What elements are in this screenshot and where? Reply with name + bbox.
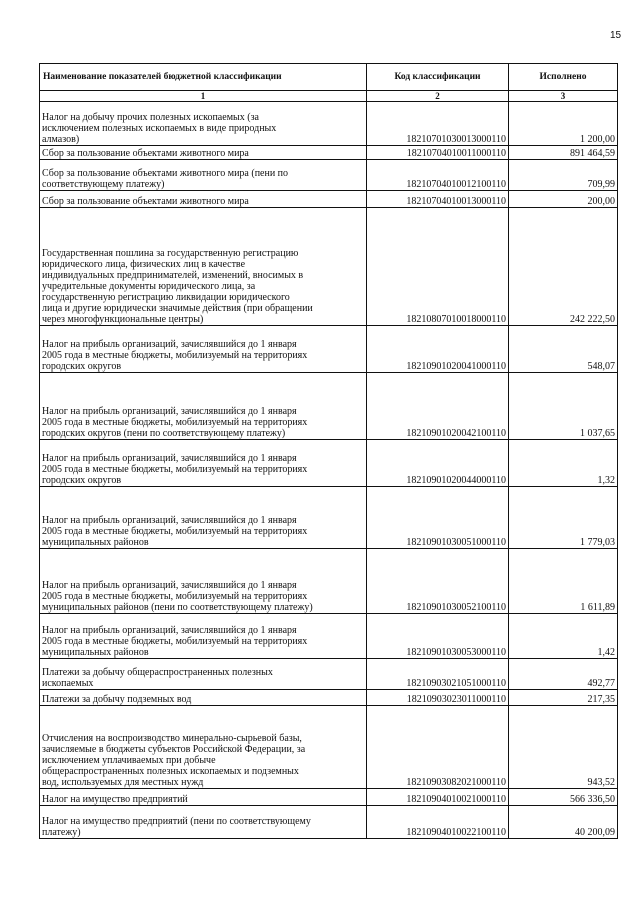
table-row [40, 208, 618, 326]
classification-code-cell: 18210901030053000110 [367, 614, 509, 659]
column-number-row [40, 91, 618, 102]
column-number: 2 [367, 91, 509, 102]
classification-code-cell: 18210807010018000110 [367, 208, 509, 326]
executed-amount-cell: 1,42 [509, 614, 618, 659]
table-row [40, 326, 618, 373]
table-row [40, 706, 618, 789]
executed-amount-cell: 1 200,00 [509, 102, 618, 146]
indicator-name-cell: Налог на прибыль организаций, зачислявшийся до 1 января 2005 года в местные бюджеты, мобилизуемый на территориях муниципальных районов (пени по соответствующему платежу) [40, 549, 367, 614]
classification-code-cell: 18210901030051000110 [367, 487, 509, 549]
indicator-name-cell: Отчисления на воспроизводство минерально-сырьевой базы, зачисляемые в бюджеты субъектов Российской Федерации, за исключением уплачиваемых при добыче общераспространенных полезных ископаемых и подземных вод, используемых для местных нужд [40, 706, 367, 789]
indicator-name-cell: Сбор за пользование объектами животного мира [40, 146, 367, 160]
table-row [40, 614, 618, 659]
executed-amount-cell: 566 336,50 [509, 789, 618, 806]
executed-amount-cell: 217,35 [509, 690, 618, 706]
indicator-name-cell: Государственная пошлина за государственную регистрацию юридического лица, физических лиц в качестве индивидуальных предпринимателей, изменений, вносимых в учредительные документы юридического лица, за государственную регистрацию ликвидации юридического лица и другие юридически значимые действия (при обращении через многофункциональные центры) [40, 208, 367, 326]
budget-execution-table [39, 63, 618, 839]
executed-amount-cell: 200,00 [509, 191, 618, 208]
table-row [40, 160, 618, 191]
executed-amount-cell: 1,32 [509, 440, 618, 487]
executed-amount-cell: 242 222,50 [509, 208, 618, 326]
table-row [40, 191, 618, 208]
executed-amount-cell: 891 464,59 [509, 146, 618, 160]
table-row [40, 789, 618, 806]
header-executed: Исполнено [509, 64, 618, 91]
indicator-name-cell: Налог на прибыль организаций, зачислявшийся до 1 января 2005 года в местные бюджеты, мобилизуемый на территориях городских округов [40, 326, 367, 373]
header-classification-code: Код классификации [367, 64, 509, 91]
table-row [40, 549, 618, 614]
indicator-name-cell: Платежи за добычу подземных вод [40, 690, 367, 706]
classification-code-cell: 18210901020041000110 [367, 326, 509, 373]
column-number: 3 [509, 91, 618, 102]
classification-code-cell: 18210903023011000110 [367, 690, 509, 706]
indicator-name-cell: Сбор за пользование объектами животного мира (пени по соответствующему платежу) [40, 160, 367, 191]
classification-code-cell: 18210704010012100110 [367, 160, 509, 191]
classification-code-cell: 18210901030052100110 [367, 549, 509, 614]
table-row [40, 102, 618, 146]
table-row [40, 487, 618, 549]
classification-code-cell: 18210903021051000110 [367, 659, 509, 690]
executed-amount-cell: 40 200,09 [509, 806, 618, 839]
executed-amount-cell: 709,99 [509, 160, 618, 191]
classification-code-cell: 18210701030013000110 [367, 102, 509, 146]
executed-amount-cell: 1 037,65 [509, 373, 618, 440]
header-indicator-name: Наименование показателей бюджетной классификации [40, 64, 367, 91]
classification-code-cell: 18210903082021000110 [367, 706, 509, 789]
table-row [40, 440, 618, 487]
classification-code-cell: 18210904010022100110 [367, 806, 509, 839]
executed-amount-cell: 492,77 [509, 659, 618, 690]
table-row [40, 806, 618, 839]
executed-amount-cell: 1 611,89 [509, 549, 618, 614]
classification-code-cell: 18210704010013000110 [367, 191, 509, 208]
indicator-name-cell: Сбор за пользование объектами животного мира [40, 191, 367, 208]
indicator-name-cell: Налог на прибыль организаций, зачислявшийся до 1 января 2005 года в местные бюджеты, мобилизуемый на территориях муниципальных районов [40, 487, 367, 549]
indicator-name-cell: Налог на добычу прочих полезных ископаемых (за исключением полезных ископаемых в виде природных алмазов) [40, 102, 367, 146]
classification-code-cell: 18210901020042100110 [367, 373, 509, 440]
table-row [40, 146, 618, 160]
classification-code-cell: 18210904010021000110 [367, 789, 509, 806]
indicator-name-cell: Налог на прибыль организаций, зачислявшийся до 1 января 2005 года в местные бюджеты, мобилизуемый на территориях городских округов (пени по соответствующему платежу) [40, 373, 367, 440]
table-header-row [40, 64, 618, 91]
executed-amount-cell: 1 779,03 [509, 487, 618, 549]
page-number: 15 [610, 30, 622, 41]
table-row [40, 659, 618, 690]
indicator-name-cell: Налог на имущество предприятий (пени по соответствующему платежу) [40, 806, 367, 839]
table-row [40, 690, 618, 706]
column-number: 1 [40, 91, 367, 102]
executed-amount-cell: 548,07 [509, 326, 618, 373]
indicator-name-cell: Налог на имущество предприятий [40, 789, 367, 806]
executed-amount-cell: 943,52 [509, 706, 618, 789]
indicator-name-cell: Платежи за добычу общераспространенных полезных ископаемых [40, 659, 367, 690]
indicator-name-cell: Налог на прибыль организаций, зачислявшийся до 1 января 2005 года в местные бюджеты, мобилизуемый на территориях муниципальных районов [40, 614, 367, 659]
classification-code-cell: 18210704010011000110 [367, 146, 509, 160]
indicator-name-cell: Налог на прибыль организаций, зачислявшийся до 1 января 2005 года в местные бюджеты, мобилизуемый на территориях городских округов [40, 440, 367, 487]
classification-code-cell: 18210901020044000110 [367, 440, 509, 487]
table-row [40, 373, 618, 440]
